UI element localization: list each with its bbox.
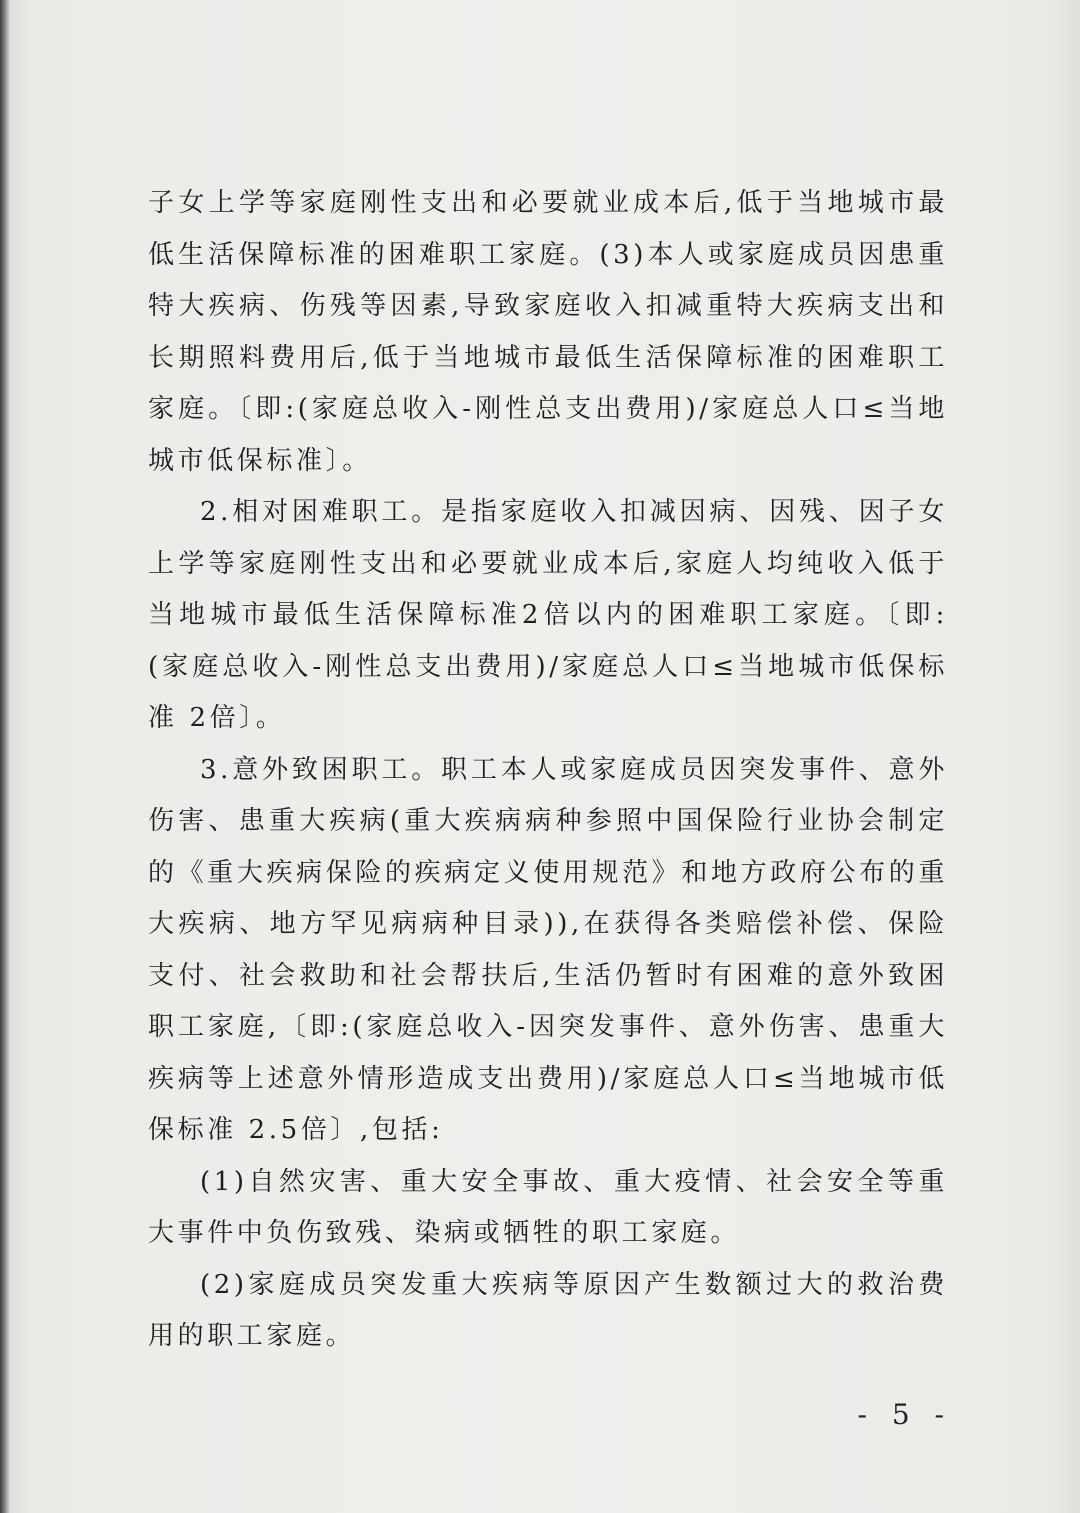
page-number: - 5 - [857, 1398, 952, 1431]
paragraph-continuation: 子女上学等家庭刚性支出和必要就业成本后,低于当地城市最低生活保障标准的困难职工家庭。(3)本人或家庭成员因患重特大疾病、伤残等因素,导致家庭收入扣减重特大疾病支出和长期照料费用后,低于当地城市最低生活保障标准的困难职工家庭。〔即:(家庭总收入-刚性总支出费用)/家庭总人口≤当地城市低保标准〕。 [148, 188, 948, 476]
document-body [148, 178, 948, 1363]
paragraph-item-1: (1)自然灾害、重大安全事故、重大疫情、社会安全等重大事件中负伤致残、染病或牺牲的职工家庭。 [148, 1166, 948, 1248]
paragraph-item-2: (2)家庭成员突发重大疾病等原因产生数额过大的救治费用的职工家庭。 [148, 1269, 948, 1351]
paragraph-relative-hardship: 2.相对困难职工。是指家庭收入扣减因病、因残、因子女上学等家庭刚性支出和必要就业成本后,家庭人均纯收入低于当地城市最低生活保障标准2倍以内的困难职工家庭。〔即:(家庭总收入-刚性总支出费用)/家庭总人口≤当地城市低保标准 2倍〕。 [148, 497, 948, 733]
paragraph-accidental-hardship: 3.意外致困职工。职工本人或家庭成员因突发事件、意外伤害、患重大疾病(重大疾病病种参照中国保险行业协会制定的《重大疾病保险的疾病定义使用规范》和地方政府公布的重大疾病、地方罕见病病种目录)),在获得各类赔偿补偿、保险支付、社会救助和社会帮扶后,生活仍暂时有困难的意外致困职工家庭,〔即:(家庭总收入-因突发事件、意外伤害、患重大疾病等上述意外情形造成支出费用)/家庭总人口≤当地城市低保标准 2.5倍〕,包括: [148, 754, 948, 1145]
